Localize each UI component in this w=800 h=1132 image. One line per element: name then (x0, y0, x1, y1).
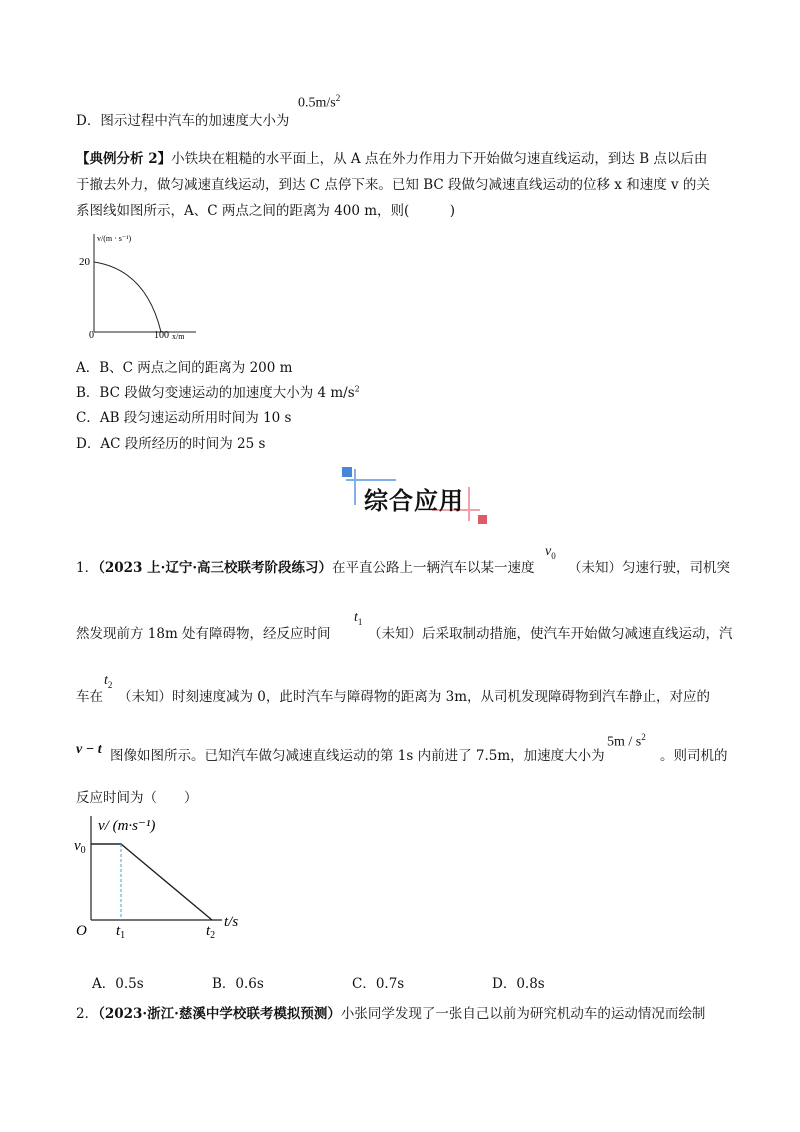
q1-option-d: D．0.8s (492, 976, 545, 992)
q2-number: 2． (76, 1006, 99, 1022)
prev-option-d-text: D．图示过程中汽车的加速度大小为 (76, 113, 290, 129)
q1-v0-symbol: $v_0$ (545, 544, 556, 561)
q2-line1: 2．（2023·浙江·慈溪中学校联考模拟预测）小张同学发现了一张自己以前为研究机动车的运动情况而绘制 (76, 1006, 706, 1022)
example2-tag: 【典例分析 2】 (76, 151, 172, 167)
banner-red-square (478, 515, 487, 524)
q1-line3b: （未知）时刻速度减为 0，此时汽车与障碍物的距离为 3m，从司机发现障碍物到汽车静止，对应的 (118, 689, 711, 705)
q1-line3a: 车在 (76, 689, 103, 705)
vx-xlabel: x/m (172, 332, 185, 340)
vx-origin: 0 (89, 330, 94, 340)
vx-curve (94, 262, 161, 332)
q1-source: （2023 上·辽宁·高三校联考阶段练习） (98, 560, 333, 576)
example2-line2: 于撤去外力，做匀减速直线运动，到达 C 点停下来。已知 BC 段做匀减速直线运动的位移 x 和速度 v 的关 (76, 177, 710, 193)
banner-red-vline (468, 487, 470, 521)
q1-line1-tail: （未知）匀速行驶，司机突 (568, 560, 730, 576)
section-banner-title: 综合应用 (364, 487, 464, 515)
banner-blue-square (342, 467, 352, 477)
example2-option-b: B．BC 段做匀变速运动的加速度大小为 4 $m/s^2$ (76, 384, 360, 401)
vx-y-tick: 20 (79, 256, 90, 268)
q1-t1-symbol: $t_1$ (354, 610, 363, 627)
vx-ylabel: v/(m · s⁻¹) (97, 234, 132, 243)
q1-line2b: （未知）后采取制动措施，使汽车开始做匀减速直线运动，汽 (368, 626, 733, 642)
vt-graph (72, 810, 262, 942)
prev-option-d (76, 109, 289, 129)
example2-option-c: C．AB 段匀速运动所用时间为 10 s (76, 410, 292, 426)
q1-line2a: 然发现前方 18m 处有障碍物，经反应时间 (76, 626, 331, 642)
q1-line4-tail: 。则司机的 (660, 748, 728, 764)
q2-source: （2023·浙江·慈溪中学校联考模拟预测） (98, 1006, 341, 1022)
prev-option-d-value: $0.5m/s^2$ (298, 93, 341, 111)
vx-graph (76, 228, 206, 340)
example2-line3: 系图线如图所示，A、C 两点之间的距离为 400 m，则( ) (76, 203, 456, 219)
banner-blue-vline (354, 469, 356, 505)
vt-v0-label: $v_0$ (74, 838, 86, 856)
q1-line5: 反应时间为（ ） (76, 790, 198, 806)
q1-option-c: C．0.7s (352, 976, 405, 992)
vt-t1-label: $t_1$ (116, 923, 126, 941)
q1-accel-value: $5m / s^2$ (607, 732, 646, 750)
q1-option-b: B．0.6s (212, 976, 264, 992)
vx-x-tick: 100 (154, 330, 169, 340)
q1-t2-symbol: $t_2$ (104, 673, 113, 690)
vt-t2-label: $t_2$ (206, 923, 216, 941)
q1-number: 1． (76, 560, 99, 576)
example2-option-d: D．AC 段所经历的时间为 25 s (76, 436, 266, 452)
vt-line (91, 844, 212, 920)
q1-line1: 1．（2023 上·辽宁·高三校联考阶段练习）在平直公路上一辆汽车以某一速度 (76, 560, 535, 576)
q1-option-a: A．0.5s (92, 976, 144, 992)
vt-origin: O (76, 923, 87, 939)
section-banner (340, 465, 490, 527)
example2-option-a: A．B、C 两点之间的距离为 200 m (76, 360, 293, 376)
vt-xlabel: t/s (224, 914, 239, 930)
example2-line1: 【典例分析 2】小铁块在粗糙的水平面上，从 A 点在外力作用力下开始做匀速直线运动，到达 B 点以后由 (76, 151, 708, 167)
q1-line4b: 图像如图所示。已知汽车做匀减速直线运动的第 1s 内前进了 7.5m，加速度大小为 (110, 748, 605, 764)
q1-vt-symbol: v − t (76, 742, 102, 757)
vt-ylabel: v/ (m·s⁻¹) (98, 818, 156, 834)
